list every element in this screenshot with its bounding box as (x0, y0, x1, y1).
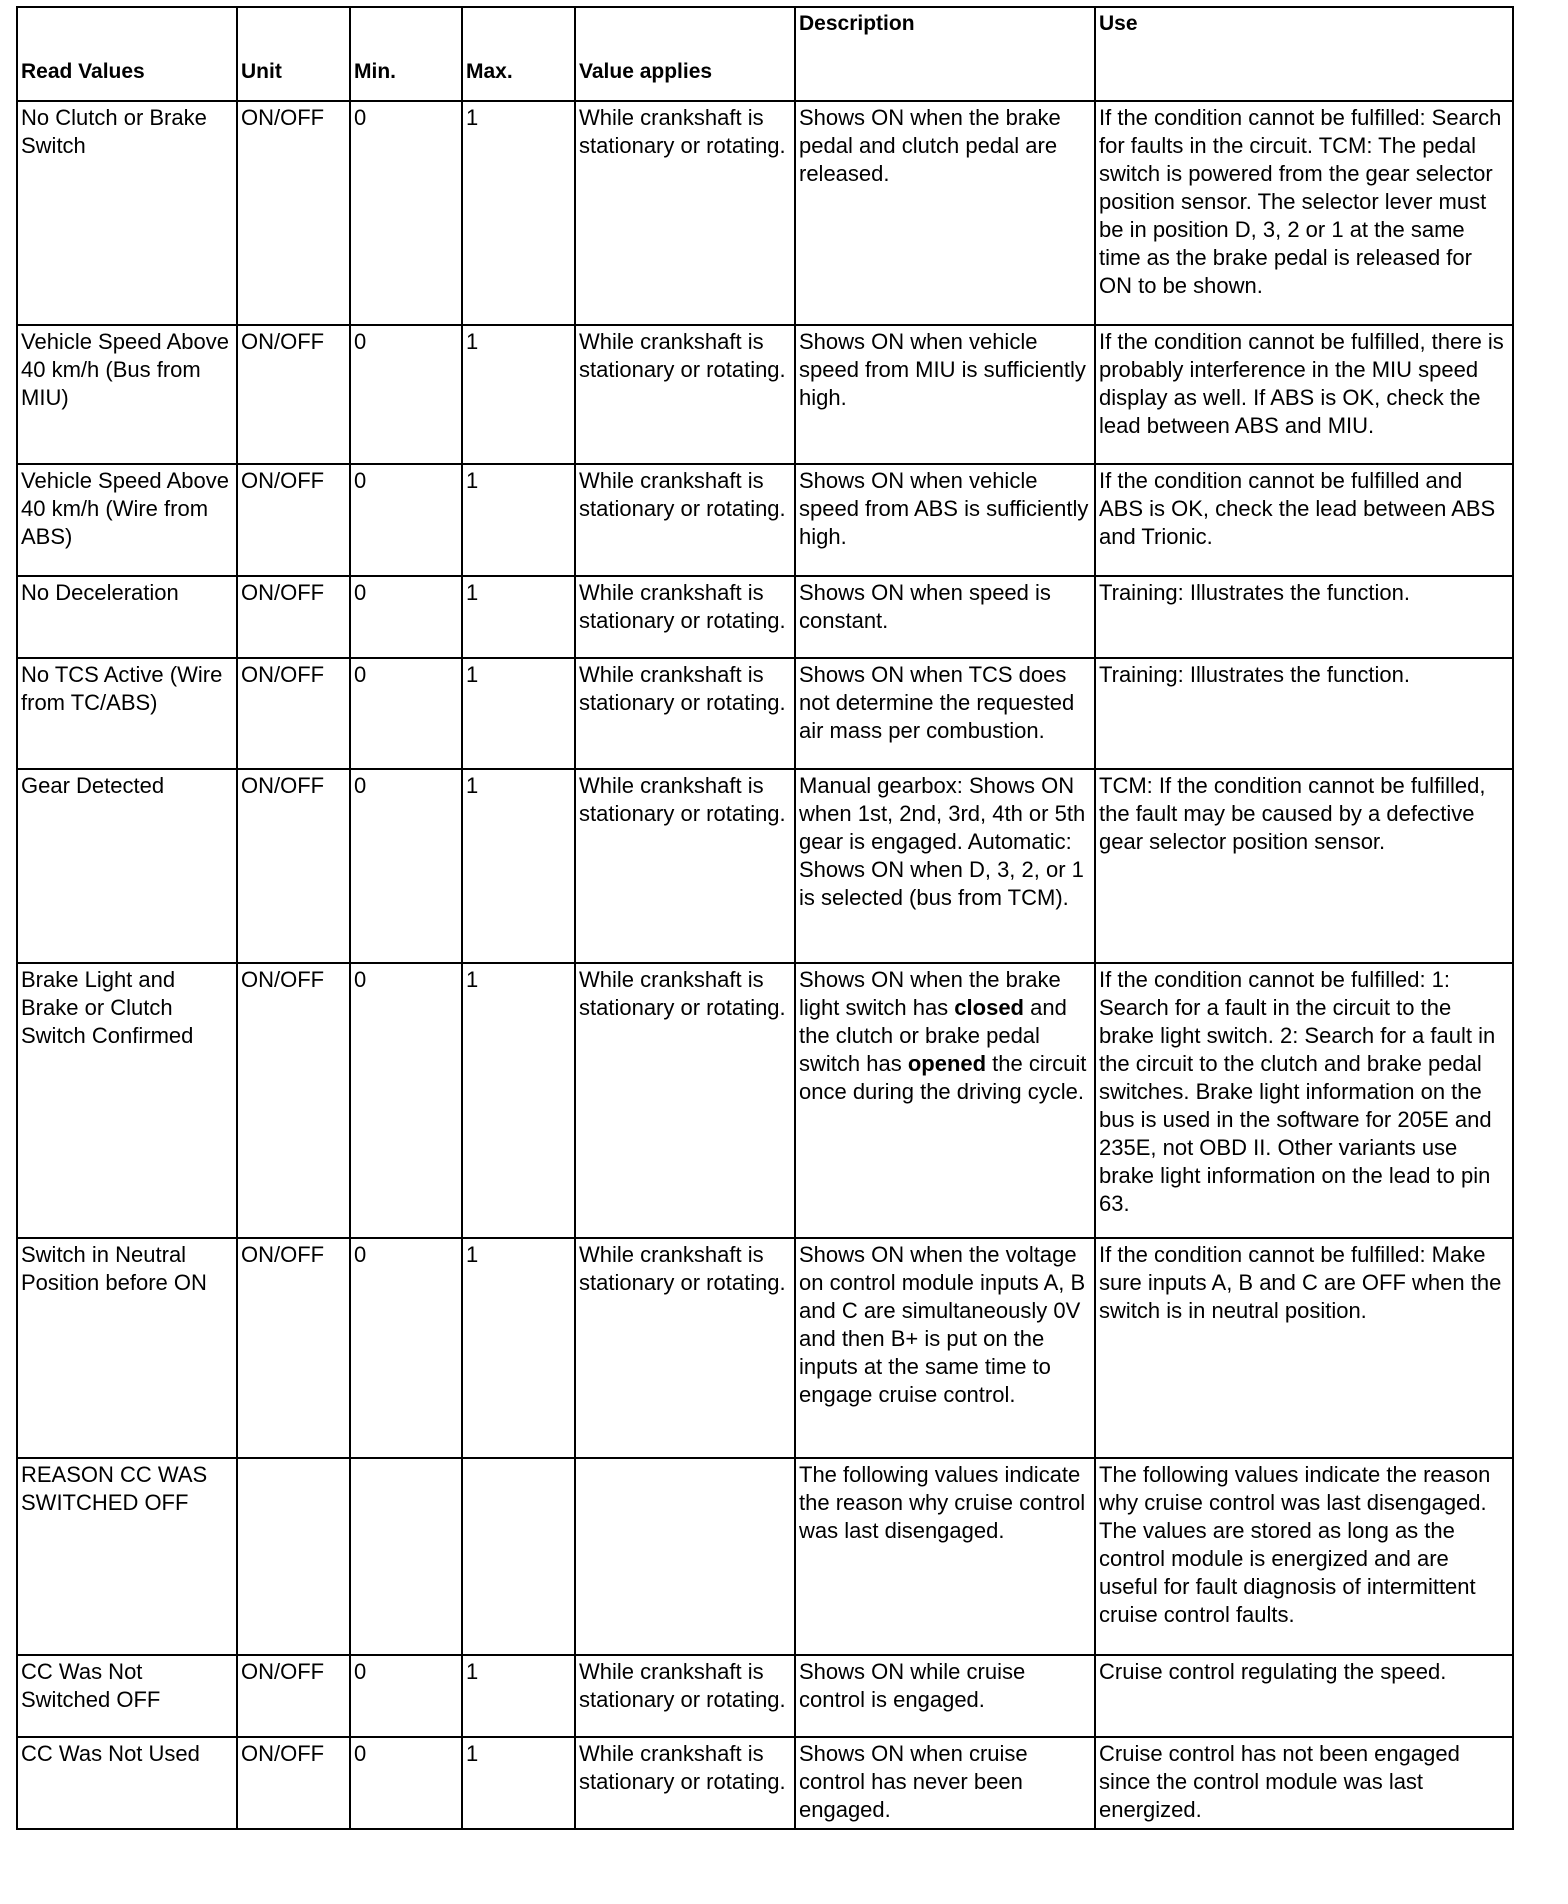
cell-max (462, 1458, 575, 1655)
cell-value-applies: While crankshaft is stationary or rotating. (575, 464, 795, 576)
cell-description: Manual gearbox: Shows ON when 1st, 2nd, 3rd, 4th or 5th gear is engaged. Automatic: Shows ON when D, 3, 2, or 1 is selected (bus from TCM). (795, 769, 1095, 963)
cell-max: 1 (462, 1238, 575, 1458)
cell-min: 0 (350, 101, 462, 325)
cell-unit: ON/OFF (237, 464, 350, 576)
cell-unit: ON/OFF (237, 1238, 350, 1458)
cell-unit (237, 1458, 350, 1655)
description-text: Shows ON when the brake light switch has (799, 967, 1061, 1020)
description-text: and the clutch or brake pedal switch has (799, 995, 1067, 1076)
cell-read-value: Vehicle Speed Above 40 km/h (Wire from ABS) (17, 464, 237, 576)
cell-value-applies: While crankshaft is stationary or rotating. (575, 658, 795, 769)
cell-max: 1 (462, 963, 575, 1238)
header-value-applies: Value applies (575, 7, 795, 101)
cell-description (795, 963, 1095, 1238)
cell-min: 0 (350, 325, 462, 464)
cell-unit: ON/OFF (237, 963, 350, 1238)
cell-use: If the condition cannot be fulfilled: Search for faults in the circuit. TCM: The pedal switch is powered from the gear selector position sensor. The selector lever must be in position D, 3, 2 or 1 at the same time as the brake pedal is released for ON to be shown. (1095, 101, 1513, 325)
cell-unit: ON/OFF (237, 1655, 350, 1737)
cell-read-value: No Clutch or Brake Switch (17, 101, 237, 325)
cell-value-applies: While crankshaft is stationary or rotating. (575, 769, 795, 963)
cell-value-applies: While crankshaft is stationary or rotating. (575, 1655, 795, 1737)
cell-use: Cruise control has not been engaged since the control module was last energized. (1095, 1737, 1513, 1829)
cell-min: 0 (350, 963, 462, 1238)
cell-unit: ON/OFF (237, 1737, 350, 1829)
table-row (17, 1655, 1513, 1737)
table-row (17, 1458, 1513, 1655)
header-read-values: Read Values (17, 7, 237, 101)
cell-description: Shows ON when TCS does not determine the requested air mass per combustion. (795, 658, 1095, 769)
cell-read-value: Gear Detected (17, 769, 237, 963)
table-row (17, 576, 1513, 658)
cell-use: Training: Illustrates the function. (1095, 576, 1513, 658)
cell-value-applies (575, 1458, 795, 1655)
description-bold-opened: opened (907, 1051, 987, 1076)
cell-min: 0 (350, 464, 462, 576)
cell-description: Shows ON when speed is constant. (795, 576, 1095, 658)
cell-use: If the condition cannot be fulfilled: Make sure inputs A, B and C are OFF when the switch is in neutral position. (1095, 1238, 1513, 1458)
cell-min: 0 (350, 658, 462, 769)
cell-max: 1 (462, 101, 575, 325)
cell-read-value: Brake Light and Brake or Clutch Switch Confirmed (17, 963, 237, 1238)
cell-unit: ON/OFF (237, 325, 350, 464)
table-row (17, 325, 1513, 464)
cell-value-applies: While crankshaft is stationary or rotating. (575, 101, 795, 325)
cell-value-applies: While crankshaft is stationary or rotating. (575, 325, 795, 464)
cell-use: If the condition cannot be fulfilled and ABS is OK, check the lead between ABS and Trionic. (1095, 464, 1513, 576)
cell-use: The following values indicate the reason why cruise control was last disengaged. The values are stored as long as the control module is energized and are useful for fault diagnosis of intermittent cruise control faults. (1095, 1458, 1513, 1655)
cell-unit: ON/OFF (237, 658, 350, 769)
cell-min (350, 1458, 462, 1655)
document-page (16, 6, 1512, 1830)
cell-read-value: No Deceleration (17, 576, 237, 658)
cell-read-value: CC Was Not Used (17, 1737, 237, 1829)
cell-max: 1 (462, 464, 575, 576)
cell-min: 0 (350, 1655, 462, 1737)
header-description: Description (795, 7, 1095, 101)
cell-max: 1 (462, 576, 575, 658)
cell-min: 0 (350, 576, 462, 658)
cell-max: 1 (462, 325, 575, 464)
cell-min: 0 (350, 1737, 462, 1829)
cell-unit: ON/OFF (237, 101, 350, 325)
cell-read-value: REASON CC WAS SWITCHED OFF (17, 1458, 237, 1655)
description-bold-closed: closed (954, 995, 1024, 1020)
cell-value-applies: While crankshaft is stationary or rotating. (575, 1737, 795, 1829)
cell-description: Shows ON when vehicle speed from ABS is sufficiently high. (795, 464, 1095, 576)
table-row (17, 963, 1513, 1238)
table-row (17, 464, 1513, 576)
cell-description: Shows ON when the brake pedal and clutch pedal are released. (795, 101, 1095, 325)
cell-read-value: Vehicle Speed Above 40 km/h (Bus from MIU) (17, 325, 237, 464)
table-row (17, 658, 1513, 769)
header-min: Min. (350, 7, 462, 101)
cell-description: Shows ON when vehicle speed from MIU is sufficiently high. (795, 325, 1095, 464)
header-row (17, 7, 1513, 101)
header-max: Max. (462, 7, 575, 101)
cell-min: 0 (350, 1238, 462, 1458)
cell-value-applies: While crankshaft is stationary or rotating. (575, 1238, 795, 1458)
cell-max: 1 (462, 658, 575, 769)
cell-read-value: Switch in Neutral Position before ON (17, 1238, 237, 1458)
read-values-table (16, 6, 1514, 1830)
table-row (17, 1737, 1513, 1829)
header-use: Use (1095, 7, 1513, 101)
cell-value-applies: While crankshaft is stationary or rotating. (575, 576, 795, 658)
cell-description: Shows ON when the voltage on control module inputs A, B and C are simultaneously 0V and then B+ is put on the inputs at the same time to engage cruise control. (795, 1238, 1095, 1458)
header-unit: Unit (237, 7, 350, 101)
cell-min: 0 (350, 769, 462, 963)
cell-max: 1 (462, 1655, 575, 1737)
cell-use: Training: Illustrates the function. (1095, 658, 1513, 769)
cell-read-value: CC Was Not Switched OFF (17, 1655, 237, 1737)
table-row (17, 769, 1513, 963)
cell-read-value: No TCS Active (Wire from TC/ABS) (17, 658, 237, 769)
cell-unit: ON/OFF (237, 576, 350, 658)
cell-description: Shows ON when cruise control has never been engaged. (795, 1737, 1095, 1829)
cell-description: Shows ON while cruise control is engaged. (795, 1655, 1095, 1737)
cell-use: TCM: If the condition cannot be fulfilled, the fault may be caused by a defective gear selector position sensor. (1095, 769, 1513, 963)
cell-use: Cruise control regulating the speed. (1095, 1655, 1513, 1737)
cell-use: If the condition cannot be fulfilled: 1: Search for a fault in the circuit to the brake light switch. 2: Search for a fault in the circuit to the clutch and brake pedal switches. Brake light information on the bus is used in the software for 205E and 235E, not OBD II. Other variants use brake light information on the lead to pin 63. (1095, 963, 1513, 1238)
table-row (17, 1238, 1513, 1458)
cell-value-applies: While crankshaft is stationary or rotating. (575, 963, 795, 1238)
cell-unit: ON/OFF (237, 769, 350, 963)
cell-max: 1 (462, 769, 575, 963)
cell-max: 1 (462, 1737, 575, 1829)
description-text: the circuit once during the driving cycle. (799, 1051, 1087, 1104)
cell-description: The following values indicate the reason why cruise control was last disengaged. (795, 1458, 1095, 1655)
table-row (17, 101, 1513, 325)
cell-use: If the condition cannot be fulfilled, there is probably interference in the MIU speed display as well. If ABS is OK, check the lead between ABS and MIU. (1095, 325, 1513, 464)
